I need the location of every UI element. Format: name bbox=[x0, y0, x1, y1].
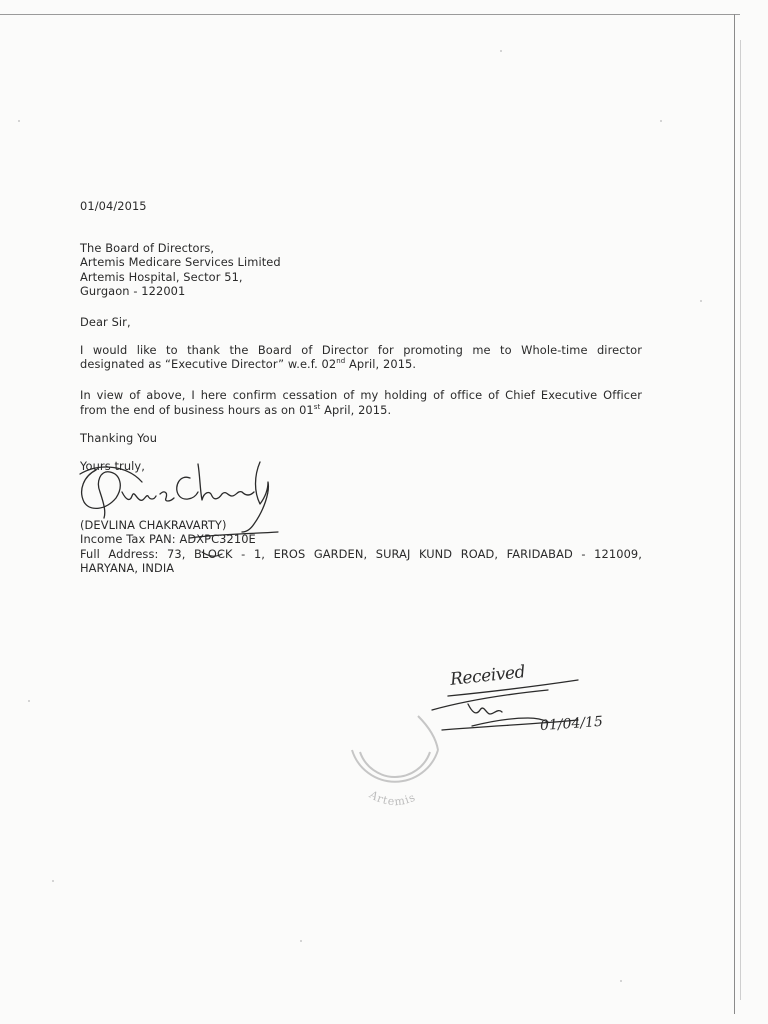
page-top-edge bbox=[0, 14, 740, 15]
addressee-line: Artemis Medicare Services Limited bbox=[80, 255, 281, 269]
hospital-stamp bbox=[330, 690, 460, 809]
address-state: HARYANA, INDIA bbox=[80, 561, 175, 575]
paragraph-line bbox=[80, 357, 416, 371]
received-label: Received bbox=[449, 662, 527, 690]
addressee-line: The Board of Directors, bbox=[80, 241, 215, 255]
paragraph-line: I would like to thank the Board of Director for promoting me to Whole-time director bbox=[80, 343, 642, 357]
signoff: Yours truly, bbox=[80, 459, 145, 473]
pan-number: Income Tax PAN: ADXPC3210E bbox=[80, 532, 256, 546]
ordinal-suffix: st bbox=[313, 403, 321, 412]
paragraph-text: April, 2015. bbox=[345, 357, 417, 371]
paragraph-line bbox=[80, 403, 391, 417]
paragraph-line: In view of above, I here confirm cessation of my holding of office of Chief Executive Officer bbox=[80, 388, 642, 402]
ordinal-suffix: nd bbox=[336, 357, 346, 366]
received-date: 01/04/15 bbox=[539, 713, 604, 735]
paragraph-text: from the end of business hours as on 01 bbox=[80, 403, 314, 417]
page-right-edge bbox=[734, 14, 735, 1014]
page-right-edge-shadow bbox=[740, 40, 741, 1000]
signer-name: (DEVLINA CHAKRAVARTY) bbox=[80, 518, 227, 532]
addressee-line: Gurgaon - 122001 bbox=[80, 284, 186, 298]
pan-strike-mark bbox=[188, 524, 298, 564]
paragraph-text: designated as “Executive Director” w.e.f. 02 bbox=[80, 357, 337, 371]
addressee-line: Artemis Hospital, Sector 51, bbox=[80, 270, 243, 284]
stamp-text: Artemis bbox=[366, 787, 418, 809]
letter-date: 01/04/2015 bbox=[80, 199, 147, 213]
svg-text:Artemis bbox=[366, 787, 418, 808]
full-address: Full Address: 73, BLOCK - 1, EROS GARDEN, SURAJ KUND ROAD, FARIDABAD - 121009, bbox=[80, 547, 642, 561]
paragraph-text: April, 2015. bbox=[320, 403, 392, 417]
salutation: Dear Sir, bbox=[80, 315, 131, 329]
closing: Thanking You bbox=[80, 431, 158, 445]
